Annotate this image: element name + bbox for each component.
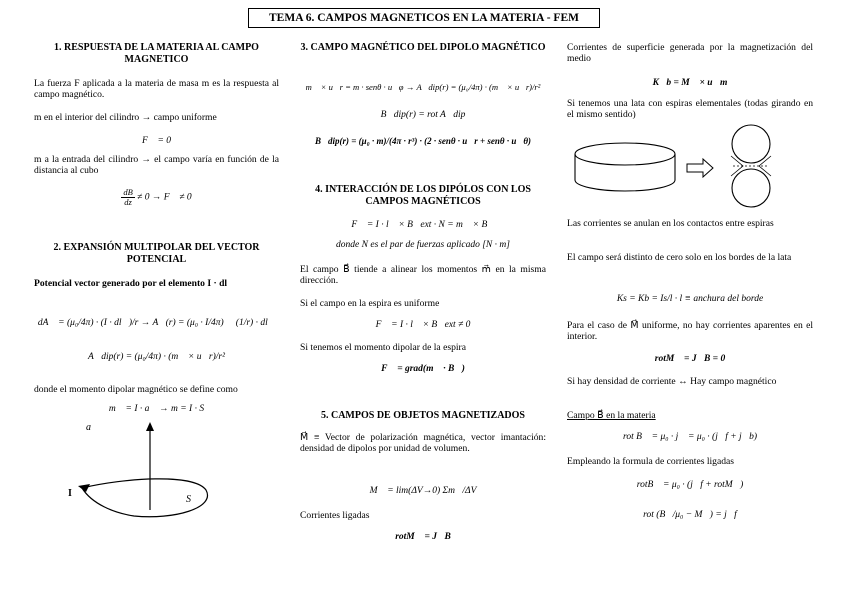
eq2-numerator: dB: [123, 187, 133, 197]
eq2-denominator: dz: [124, 197, 132, 207]
section-1-title: 1. RESPUESTA DE LA MATERIA AL CAMPO MAGNETICO: [54, 42, 259, 65]
c3-paragraph-2: Si tenemos una lata con espiras elementales (todas girando en el mismo sentido): [567, 98, 813, 121]
s4-equation-3: F⃗ = grad(m⃗ · B⃗): [381, 364, 465, 374]
can-top-ellipse: [575, 143, 675, 165]
s5-equation-1: M⃗ = lim(ΔV→0) Σm⃗/ΔV: [369, 486, 477, 496]
loop-figure: [34, 418, 279, 548]
s2-equation-2: A⃗dip(r) = (μ₀/4π) · (m⃗ × u⃗r)/r²: [88, 352, 225, 362]
label-S: S: [186, 494, 191, 505]
c3-paragraph-7: Empleando la formula de corrientes ligadas: [567, 456, 735, 467]
s3-equation-1: m⃗ × u⃗r = m · senθ · u⃗φ → A⃗dip(r) = (μ₀/4π) · (m⃗ × u⃗r)/r²: [305, 82, 541, 92]
s3-equation-3: B⃗dip(r) = (μ₀ · m)/(4π · r³) · (2 · senθ · u⃗r + senθ · u⃗θ): [314, 136, 532, 146]
right-arrow-icon: [687, 159, 713, 177]
page-title: TEMA 6. CAMPOS MAGNETICOS EN LA MATERIA - FEM: [248, 8, 600, 28]
s4-paragraph-3: Si tenemos el momento dipolar de la espira: [300, 342, 466, 353]
section-5-title: 5. CAMPOS DE OBJETOS MAGNETIZADOS: [320, 410, 525, 421]
lower-loop-circle: [732, 169, 770, 207]
s4-paragraph-1: El campo B⃗ tiende a alinear los momentos m⃗ en la misma dirección.: [300, 264, 546, 287]
s5-equation-2: rotM⃗ = J⃗B: [395, 532, 451, 542]
c3-paragraph-4: El campo será distinto de cero solo en los bordes de la lata: [567, 252, 792, 263]
s5-paragraph-2: Corrientes ligadas: [300, 510, 370, 521]
s2-paragraph-1: donde el momento dipolar magnético se define como: [34, 384, 238, 395]
c3-equation-2: Ks = Kb = Is/l · l ≡ anchura del borde: [616, 294, 764, 304]
s1-paragraph-2: m en el interior del cilindro → campo uniforme: [34, 112, 217, 123]
s4-equation-1-note: donde N es el par de fuerzas aplicado [N · m]: [336, 240, 510, 250]
s1-equation-2: [34, 188, 279, 207]
section-3-title: 3. CAMPO MAGNÉTICO DEL DIPOLO MAGNÉTICO: [300, 42, 546, 53]
upper-loop-circle: [732, 125, 770, 163]
s4-paragraph-2: Si el campo en la espira es uniforme: [300, 298, 440, 309]
label-a: a⃗: [86, 422, 99, 433]
c3-equation-5: rotB⃗ = μ₀ · (j⃗f + rotM⃗): [636, 480, 744, 490]
s1-paragraph-3: m a la entrada del cilindro → el campo varía en función de la distancia al cubo: [34, 154, 279, 177]
vector-a-arrowhead: [146, 422, 154, 431]
s2-equation-3: m⃗ = I · a⃗ → m = I · S: [108, 404, 205, 414]
section-2-title: 2. EXPANSIÓN MULTIPOLAR DEL VECTOR POTENCIAL: [53, 242, 260, 265]
s4-equation-1: F⃗ = I · l⃗ × B⃗ext · N = m⃗ × B⃗: [351, 220, 495, 230]
s4-equation-2: F⃗ = I · l⃗ × B⃗ext ≠ 0: [375, 320, 471, 330]
s1-paragraph-1: La fuerza F aplicada a la materia de masa m es la respuesta al campo magnético.: [34, 78, 279, 101]
c3-equation-6: rot (B⃗/μ₀ − M⃗) = j⃗f: [643, 510, 737, 520]
c3-paragraph-3: Las corrientes se anulan en los contactos entre espiras: [567, 218, 774, 229]
eq2-rest: ≠ 0 → F⃗ ≠ 0: [137, 192, 192, 203]
s2-equation-1: dA⃗ = (μ₀/4π) · (I · dl⃗)/r → A⃗(r) = (μ₀ · I/4π) ∮ (1/r) · dl⃗: [37, 318, 276, 328]
c3-equation-1: K⃗b = M⃗ × u⃗m: [652, 78, 728, 88]
can-bottom-arc: [575, 180, 675, 191]
c3-subtitle-campo-b: Campo B⃗ en la materia: [567, 410, 656, 421]
c3-equation-3: rotM⃗ = J⃗B = 0: [654, 354, 726, 364]
c3-equation-4: rot B⃗ = μ₀ · j⃗ = μ₀ · (j⃗f + j⃗b): [623, 432, 757, 442]
s1-equation-1: F⃗ = 0: [141, 136, 172, 146]
s5-paragraph-1: M⃗ ≡ Vector de polarización magnética, vector imantación: densidad de dipolos por unidad de volumen.: [300, 432, 546, 455]
label-I: I: [68, 488, 72, 499]
c3-paragraph-1: Corrientes de superficie generada por la magnetización del medio: [567, 42, 813, 65]
section-4-title: 4. INTERACCIÓN DE LOS DIPÓLOS CON LOS CAMPOS MAGNÉTICOS: [315, 184, 531, 207]
s3-equation-2: B⃗dip(r) = rot A⃗dip: [380, 110, 466, 120]
s2-subtitle: Potencial vector generado por el elemento I · dl⃗: [34, 278, 235, 289]
c3-paragraph-5: Para el caso de M⃗ uniforme, no hay corrientes aparentes en el interior.: [567, 320, 813, 343]
can-figure: [567, 124, 813, 212]
c3-paragraph-6: Si hay densidad de corriente ↔ Hay campo magnético: [567, 376, 777, 387]
